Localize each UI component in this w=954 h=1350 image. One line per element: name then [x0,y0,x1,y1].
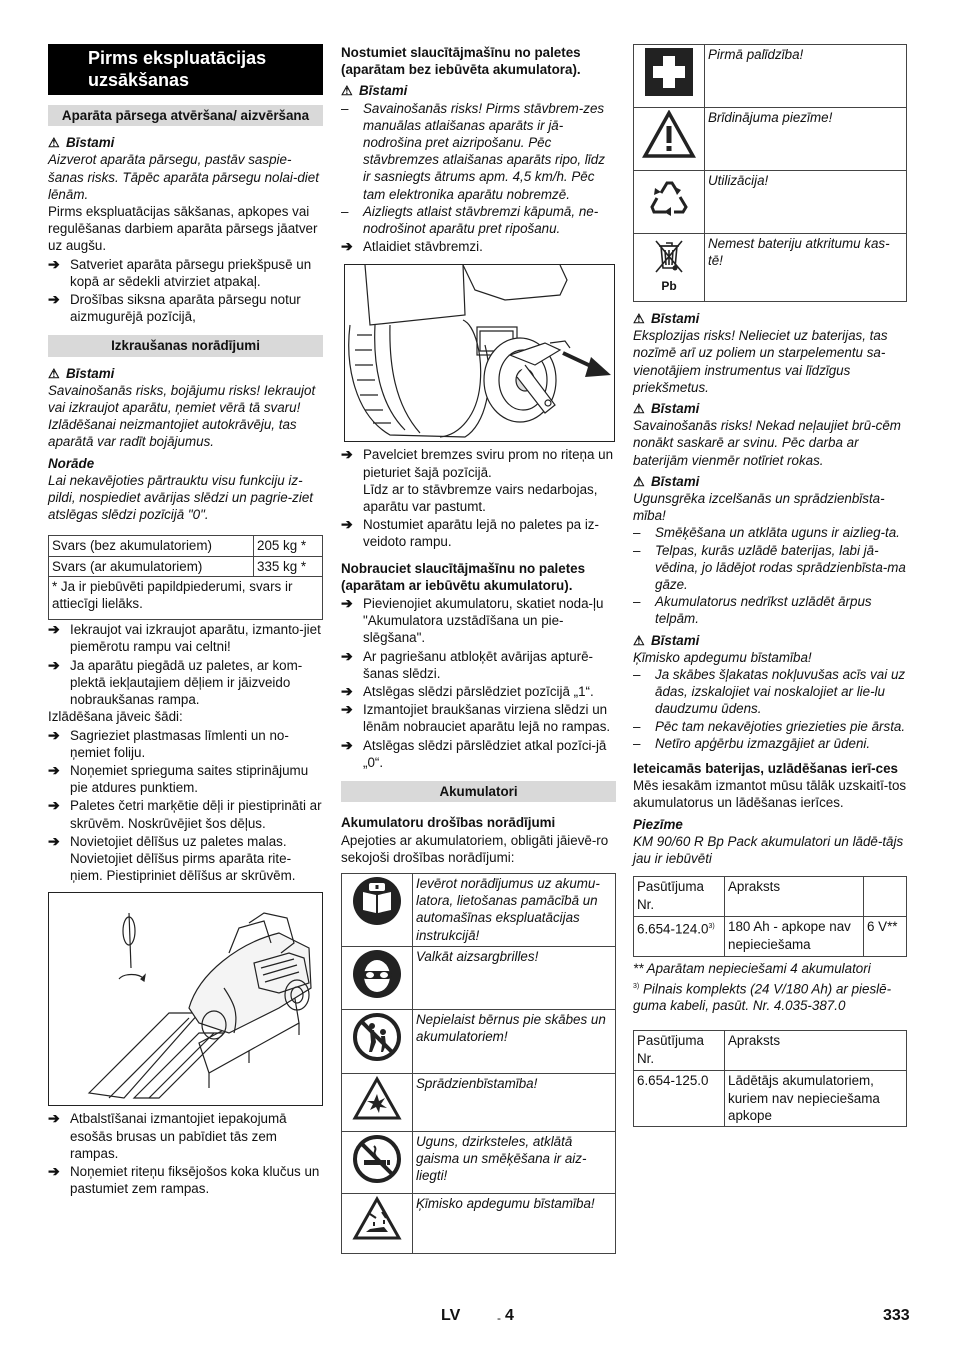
pb-label: Pb [661,279,677,294]
warning-text: Aizverot aparāta pārsegu, pastāv saspie-šanas risks. Tāpēc aparāta pārsegu nolai-diet lēnām. [48,152,319,202]
arrow-icon: ➔ [48,1162,60,1179]
step: ➔ Pievienojiet akumulatoru, skatiet noda-ļu "Akumulatora uzstādīšana un pie-slēgšana". [341,595,604,646]
column-1 [48,44,323,1197]
table-footnote: $^{3)}$ Pilnais komplekts (24 V/180 Ah) ar pieslē-guma kabeli, pasūt. Nr. 4.035-387.0 [633,980,892,1014]
arrow-icon: ➔ [48,255,60,272]
paragraph: Izlādēšana jāveic šādi: [48,709,183,725]
table-row: Pb Nemest bateriju atkritumu kas-tē! [634,234,907,302]
arrow-icon: ➔ [341,701,353,718]
arrow-icon: ➔ [341,683,353,700]
step: ➔ Satveriet aparāta pārsegu priekšpusē un kopā ar sēdekli atvirziet atpakaļ. [48,255,312,289]
warning-label: ⚠ Bīstami [633,311,700,326]
footer-local-page: 4 [505,1307,514,1324]
dash-item: – Ja skābes šļakatas nokļuvušas acīs vai uz ādas, izskalojiet vai noskalojiet ar lie-lu daudzumu ūdens. [633,667,906,717]
warning-label: ⚠ Bīstami [633,632,700,648]
heading: Akumulatoru drošības norādījumi [341,815,556,831]
paragraph: Apejoties ar akumulatoriem, obligāti jāievē-ro sekojoši drošības norādījumi: [341,832,609,865]
step: ➔ Ar pagriešanu atbloķēt avārijas apturē-šanas slēdzi. [341,647,594,681]
step: ➔ Nostumiet aparātu lejā no paletes pa iz-veidoto rampu. [341,516,599,550]
warning-triangle-icon: ⚠ [341,83,353,99]
warning-text: Savainošanās risks, bojājumu risks! Iekraujot vai izkraujot aparātu, ņemiet vērā tā svaru! [48,382,316,416]
dash-item: – Aizliegts atlaist stāvbremzi kāpumā, ne-nodrošinot aparātu pret ripošanu. [341,203,599,237]
footer-language: LV [441,1307,461,1324]
charger-table [633,1030,907,1127]
table-row [49,576,323,619]
warning-triangle-icon: ⚠ [633,401,645,417]
warning-triangle-icon: ⚠ [48,365,60,381]
step: ➔ Sagrieziet plastmasas līmlenti un no-ņemiet foliju. [48,726,289,760]
weight-label: Svars (bez akumulatoriem) [49,536,254,556]
no-fire-icon [342,1131,413,1193]
table-row [49,556,323,576]
step: ➔ Noņemiet sprieguma saites stiprinājumu pie atdures punktiem. [48,761,309,796]
weight-table [48,535,323,620]
table-row: Uguns, dzirksteles, atklātā gaisma un smēķēšana ir aiz-liegti! [342,1131,616,1193]
column-2 [341,44,616,1254]
arrow-icon: ➔ [48,761,60,778]
crossed-bin-icon [634,234,705,302]
arrow-icon: ➔ [48,832,60,849]
recycling-icon [634,171,705,234]
paragraph: Līdz ar to stāvbremze vairs nedarbojas, aparātu var pastumt. [363,481,598,515]
warning-triangle-icon: ⚠ [633,473,645,489]
brake-lever-figure [344,264,615,442]
heading: Nobrauciet slaucītājmašīnu no paletes (aparātam ar iebūvētu akumulatoru). [341,560,586,593]
table-row: 6.654-124.0$^{3)}$ 180 Ah - apkope nav nepieciešama 6 V** [634,917,907,957]
dash-item: – Telpas, kurās uzlādē baterijas, labi jā-vēdina, jo lādējot rodas sprādzienbīsta-ma gāze. [633,542,906,593]
table-row: Sprādzienbīstamība! [342,1073,616,1131]
arrow-icon: ➔ [341,516,353,533]
subsection-cover: Aparāta pārsega atvēršana/ aizvēršana [48,105,323,126]
arrow-icon: ➔ [341,736,353,753]
weight-value: 335 kg * [254,556,323,576]
warning-label: ⚠ Bīstami [48,135,115,151]
step: ➔ Atlaidiet stāvbremzi. [341,238,483,255]
arrow-icon: ➔ [341,238,353,255]
brake-lever-illustration [345,265,614,441]
table-row: Ievērot norādījumus uz akumu-latora, lietošanas pamācībā un automašīnas ekspluatācijas instrukcijā! [342,873,616,946]
pallet-ramp-figure [48,892,323,1106]
table-row: Nepielaist bērnus pie skābes un akumulatoriem! [342,1009,616,1073]
paragraph: Pirms ekspluatācijas sākšanas, apkopes vai regulēšanas darbiem aparāta pārsegs jāatver uz augšu. [48,204,318,254]
step: ➔ Pavelciet bremzes sviru prom no riteņa un pieturiet šajā pozīcijā. [341,446,614,480]
warning-triangle-icon: ⚠ [633,311,645,326]
step: ➔ Noņemiet riteņu fiksējošos koka klučus un pastumiet zem rampas. [48,1162,320,1197]
step: ➔ Atbalstīšanai izmantojiet iepakojumā esošās brusas un pabīdiet tās zem rampas. [48,1110,287,1161]
footer-dash: - [497,1311,501,1325]
table-row: Utilizācija! [634,171,907,234]
table-row: Pasūtījuma Nr. Apraksts [634,1031,907,1071]
subsection-batteries: Akumulatori [341,781,616,802]
warning-text: Ugunsgrēka izcelšanās un sprādzienbīsta-mība! [633,491,885,524]
corrosive-icon [342,1193,413,1253]
step: ➔ Paletes četri marķētie dēļi ir piestiprināti ar skrūvēm. Noskrūvējiet šos dēļus. [48,797,322,831]
column-3 [633,44,907,1127]
manual-icon [342,873,413,946]
arrow-icon: ➔ [48,656,60,673]
note-text: Lai nekavējoties pārtrauktu visu funkciju iz-pildi, nospiediet avārijas slēdzi un pagrie-ziet atslēgas slēdzi pozīcijā "0". [48,472,313,523]
warning-label: ⚠ Bīstami [633,401,700,417]
warning-text: Eksplozijas risks! Nelieciet uz baterijas, tas nozīmē arī uz poliem un starpelementu sa-vienotājiem instrumentus vai līdzīgus priekšmetus. [633,328,888,395]
step: ➔ Izmantojiet braukšanas virziena slēdzi un lēnām nobrauciet aparātu lejā no rampas. [341,701,611,735]
arrow-icon: ➔ [48,797,60,814]
arrow-icon: ➔ [48,621,60,638]
arrow-icon: ➔ [341,446,353,463]
warning-text: Ķīmisko apdegumu bīstamība! [633,649,812,665]
step: ➔ Iekraujot vai izkraujot aparātu, izmanto-jiet piemērotu rampu vai celtni! [48,621,321,655]
note-label: Piezīme [633,816,683,832]
warning-triangle-icon: ⚠ [633,632,645,648]
dash-item: – Smēķēšana un atklāta uguns ir aizlieg-ta. [633,525,900,541]
warning-triangle-icon: ⚠ [48,135,60,151]
arrow-icon: ➔ [341,647,353,664]
arrow-icon: ➔ [341,595,353,612]
machine-on-pallet-illustration [49,893,322,1105]
warning-label: ⚠ Bīstami [48,365,115,381]
dash-item: – Savainošanās risks! Pirms stāvbrem-zes manuālas atlaišanas aparāts ir jā-nodrošina pret aizripošanu. Pēc stāvbremzes atlaišanas aparāts ripo, līdz ir sasniegts ātrums apm. 4,5 km/h. Pēc tam elektronika aparātu nobremzē. [341,100,605,202]
table-row: Pasūtījuma Nr. Apraksts [634,877,907,917]
battery-symbol-table [633,44,907,302]
table-row: 6.654-125.0 Lādētājs akumulatoriem, kuriem nav nepieciešama apkope [634,1071,907,1127]
dash-item: – Netīro apģērbu izmazgājiet ar ūdeni. [633,735,871,751]
goggles-icon [342,946,413,1009]
battery-table [633,876,907,957]
warning-label: ⚠ Bīstami [633,473,700,489]
footer-page-number: 333 [883,1307,910,1324]
weight-value: 205 kg * [254,536,323,556]
section-title: Pirms ekspluatācijas uzsākšanas [48,44,323,95]
step: ➔ Novietojiet dēlīšus uz paletes malas. Novietojiet dēlīšus pirms aparāta rite-ņiem. Piestipriniet dēlīšus ar skrūvēm. [48,832,296,884]
table-footnote: ** Aparātam nepieciešami 4 akumulatori [633,961,871,977]
warning-text: Izlādēšanai neizmantojiet autokrāvēju, tas aparātā var radīt bojājumus. [48,417,297,450]
table-row: Brīdinājuma piezīme! [634,108,907,171]
first-aid-icon [634,45,705,108]
table-row: Valkāt aizsargbrilles! [342,946,616,1009]
step: ➔ Drošības siksna aparāta pārsegu notur aizmugurējā pozīcijā, [48,291,301,325]
dash-item: – Pēc tam nekavējoties griezieties pie ārsta. [633,718,906,734]
battery-safety-table [341,873,616,1254]
step: ➔ Atslēgas slēdzi pārslēdziet atkal pozīci-jā „0“. [341,736,607,770]
weight-label: Svars (ar akumulatoriem) [49,556,254,576]
arrow-icon: ➔ [48,1110,60,1127]
table-row: Ķīmisko apdegumu bīstamība! [342,1193,616,1253]
heading: Ieteicamās baterijas, uzlādēšanas ierī-ces [633,761,898,777]
explosion-icon [342,1073,413,1131]
arrow-icon: ➔ [48,726,60,743]
arrow-icon: ➔ [48,291,60,308]
paragraph: Mēs iesakām izmantot mūsu tālāk uzskaitī-tos akumulatorus un lādēšanas ierīces. [633,778,907,811]
no-children-icon [342,1009,413,1073]
warning-label: ⚠ Bīstami [341,83,408,99]
warning-text: Savainošanās risks! Nekad neļaujiet brū-cēm nonākt saskarē ar svinu. Pēc darba ar baterijām vienmēr notīriet rokas. [633,418,901,468]
step: ➔ Ja aparātu piegādā uz paletes, ar kom-plektā iekļautajiem dēļiem ir jāizveido nobraukšanas rampa. [48,656,303,708]
warning-icon [634,108,705,171]
dash-item: – Akumulatorus nedrīkst uzlādēt ārpus telpām. [633,594,872,627]
note-label: Norāde [48,455,95,471]
subsection-unloading: Izkraušanas norādījumi [48,335,323,356]
heading: Nostumiet slaucītājmašīnu no paletes (aparātam bez iebūvēta akumulatora). [341,45,581,78]
weight-note: * Ja ir piebūvēti papildpiederumi, svars ir attiecīgi lielāks. [49,576,323,619]
note-text: KM 90/60 R Bp Pack akumulatori un lādē-tājs jau ir iebūvēti [633,833,904,867]
step: ➔ Atslēgas slēdzi pārslēdziet pozīcijā „1“. [341,683,594,700]
table-row: Pirmā palīdzība! [634,45,907,108]
table-row [49,536,323,556]
